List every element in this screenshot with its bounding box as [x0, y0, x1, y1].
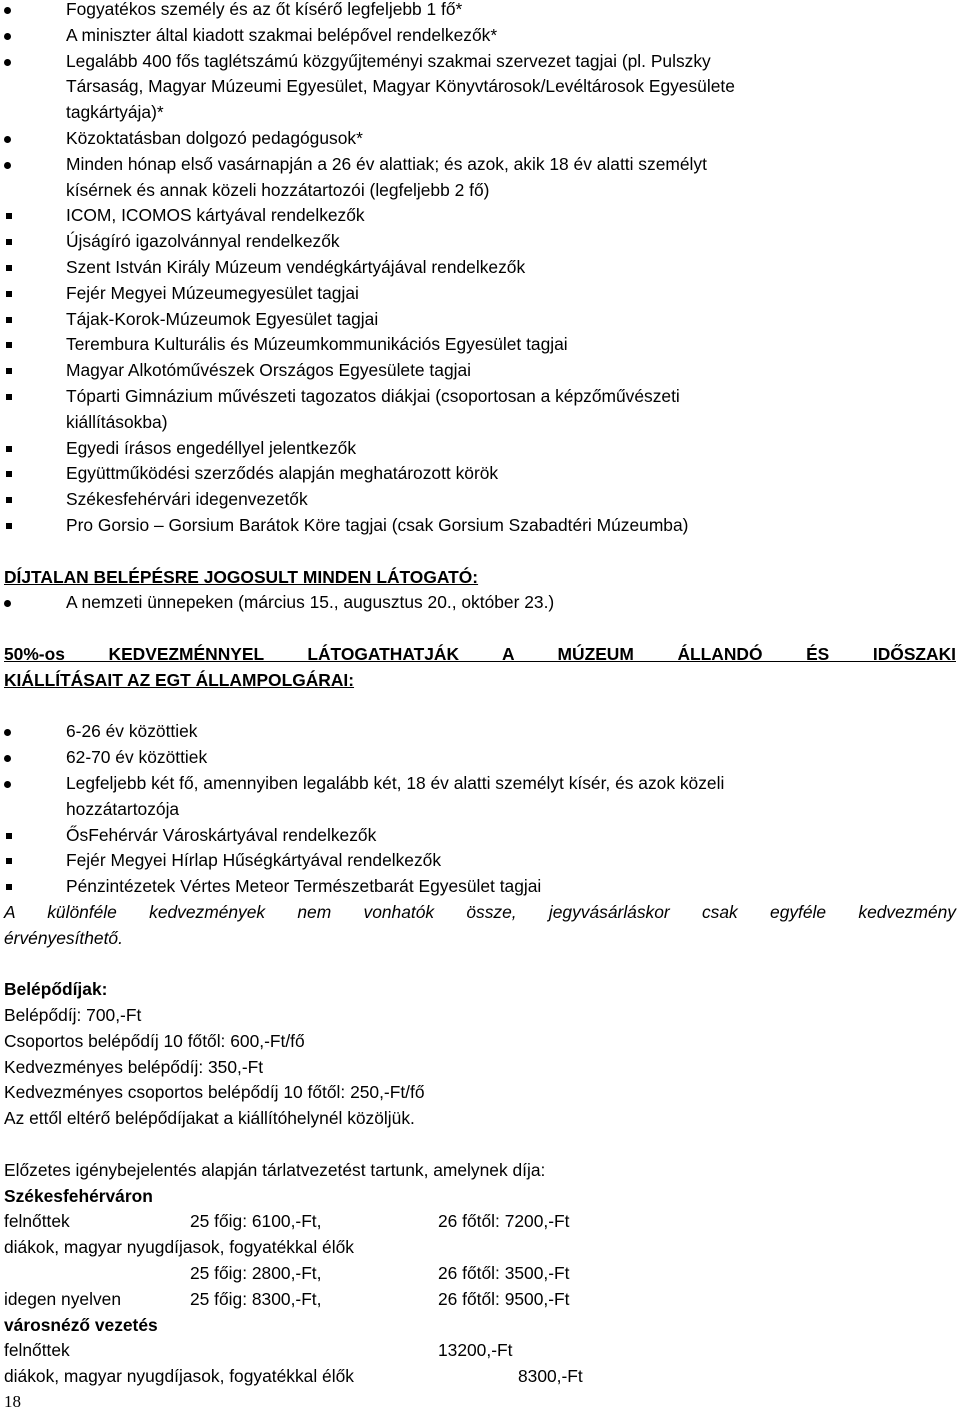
discount-heading-line-1: 50%-os KEDVEZMÉNNYEL LÁTOGATHATJÁK A MÚZEUM ÁLLANDÓ ÉS IDŐSZAKI	[4, 643, 956, 664]
discount-note-line-1: A különféle kedvezmények nem vonhatók össze, jegyvásárláskor csak egyféle kedvezmény	[4, 901, 956, 922]
list-item-text: Tájak-Korok-Múzeumok Egyesület tagjai	[66, 308, 379, 329]
list-item-text: hozzátartozója	[66, 798, 180, 819]
discount-note-line-2: érvényesíthető.	[4, 927, 123, 948]
bullet-dot-icon	[3, 0, 15, 23]
sightseeing-row	[4, 1364, 960, 1390]
price-row	[4, 1261, 960, 1287]
fees-section	[4, 977, 960, 1132]
discount-heading-line-2: KIÁLLÍTÁSAIT AZ EGT ÁLLAMPOLGÁRAI:	[4, 669, 355, 690]
free-entry-heading: DÍJTALAN BELÉPÉSRE JOGOSULT MINDEN LÁTOGATÓ:	[4, 566, 479, 587]
bullet-square-icon	[3, 281, 15, 307]
price-row-large-group: 26 főtől: 7200,-Ft	[438, 1211, 570, 1232]
list-item-text: Legfeljebb két fő, amennyiben legalább két, 18 év alatti személyt kísér, és azok közeli	[66, 772, 725, 793]
sightseeing-title: városnéző vezetés	[4, 1314, 158, 1335]
price-row	[4, 1209, 960, 1235]
list-item	[0, 771, 960, 823]
list-item-text: tagkártyája)*	[66, 102, 164, 123]
bullet-square-icon	[3, 436, 15, 462]
bullet-dot-icon	[3, 719, 15, 745]
list-item-text: Székesfehérvári idegenvezetők	[66, 489, 308, 510]
list-item	[0, 332, 960, 358]
bullet-square-icon	[3, 384, 15, 410]
list-item	[0, 848, 960, 874]
list-item-text: Fogyatékos személy és az őt kísérő legfeljebb 1 fő*	[66, 0, 463, 19]
list-item	[0, 874, 960, 900]
list-item-text: Fejér Megyei Múzeumegyesület tagjai	[66, 282, 359, 303]
bullet-dot-icon	[3, 49, 15, 75]
list-item-text: Újságíró igazolvánnyal rendelkezők	[66, 231, 340, 252]
eligible-free-entry-list	[0, 0, 960, 539]
bullet-square-icon	[3, 229, 15, 255]
fee-line: Kedvezményes csoportos belépődíj 10 főtől: 250,-Ft/fő	[4, 1082, 425, 1103]
bullet-square-icon	[3, 307, 15, 333]
bullet-square-icon	[3, 255, 15, 281]
list-item	[0, 203, 960, 229]
bullet-square-icon	[3, 332, 15, 358]
list-item	[0, 281, 960, 307]
bullet-square-icon	[3, 358, 15, 384]
sightseeing-row-price: 8300,-Ft	[518, 1366, 583, 1387]
list-item-text: Minden hónap első vasárnapján a 26 év alattiak; és azok, akik 18 év alatti személyt	[66, 153, 707, 174]
list-item	[0, 126, 960, 152]
bullet-dot-icon	[3, 152, 15, 178]
fee-line: Kedvezményes belépődíj: 350,-Ft	[4, 1056, 264, 1077]
sightseeing-row-price: 13200,-Ft	[438, 1340, 513, 1361]
bullet-square-icon	[3, 203, 15, 229]
list-item	[0, 745, 960, 771]
fee-line: Belépődíj: 700,-Ft	[4, 1005, 142, 1026]
price-row-small-group: 25 főig: 8300,-Ft,	[190, 1288, 322, 1309]
list-item-text: 62-70 év közöttiek	[66, 747, 208, 768]
bullet-square-icon	[3, 823, 15, 849]
list-item-text: Tóparti Gimnázium művészeti tagozatos diákjai (csoportosan a képzőművészeti	[66, 385, 680, 406]
list-item	[0, 823, 960, 849]
price-row-small-group: 25 főig: 6100,-Ft,	[190, 1211, 322, 1232]
page-number: 18	[4, 1392, 21, 1411]
list-item-text: Fejér Megyei Hírlap Hűségkártyával rendelkezők	[66, 850, 442, 871]
list-item	[0, 255, 960, 281]
list-item	[0, 152, 960, 204]
fee-line: Csoportos belépődíj 10 főtől: 600,-Ft/fő	[4, 1030, 305, 1051]
list-item	[0, 307, 960, 333]
sightseeing-row-label: felnőttek	[4, 1340, 70, 1361]
bullet-square-icon	[3, 461, 15, 487]
price-row	[4, 1235, 960, 1261]
list-item-text: Egyedi írásos engedéllyel jelentkezők	[66, 437, 357, 458]
list-item-text: kísérnek és annak közeli hozzátartozói (legfeljebb 2 fő)	[66, 179, 490, 200]
fee-line: Az ettől eltérő belépődíjakat a kiállítóhelynél közöljük.	[4, 1108, 415, 1129]
bullet-dot-icon	[3, 126, 15, 152]
list-item	[0, 719, 960, 745]
list-item-text: Társaság, Magyar Múzeumi Egyesület, Magyar Könyvtárosok/Levéltárosok Egyesülete	[66, 76, 735, 97]
bullet-dot-icon	[3, 745, 15, 771]
list-item	[0, 49, 960, 126]
sightseeing-row-label: diákok, magyar nyugdíjasok, fogyatékkal élők	[4, 1366, 354, 1387]
bullet-dot-icon	[3, 23, 15, 49]
price-row	[4, 1287, 960, 1313]
list-item-text: 6-26 év közöttiek	[66, 721, 198, 742]
list-item-text: A miniszter által kiadott szakmai belépővel rendelkezők*	[66, 24, 498, 45]
bullet-square-icon	[3, 513, 15, 539]
bullet-dot-icon	[3, 771, 15, 797]
list-item-text: Pro Gorsio – Gorsium Barátok Köre tagjai (csak Gorsium Szabadtéri Múzeumba)	[66, 514, 689, 535]
list-item	[0, 590, 960, 616]
price-row-large-group: 26 főtől: 3500,-Ft	[438, 1263, 570, 1284]
list-item	[0, 0, 960, 23]
list-item-text: Együttműködési szerződés alapján meghatározott körök	[66, 463, 499, 484]
list-item	[0, 384, 960, 436]
list-item-text: Szent István Király Múzeum vendégkártyájával rendelkezők	[66, 256, 526, 277]
price-row-large-group: 26 főtől: 9500,-Ft	[438, 1288, 570, 1309]
bullet-square-icon	[3, 848, 15, 874]
list-item	[0, 229, 960, 255]
bullet-dot-icon	[3, 590, 15, 616]
bullet-square-icon	[3, 487, 15, 513]
price-row-label: diákok, magyar nyugdíjasok, fogyatékkal élők	[4, 1237, 354, 1258]
free-entry-list	[0, 590, 960, 616]
guided-tour-intro: Előzetes igénybejelentés alapján tárlatvezetést tartunk, amelynek díja:	[4, 1159, 546, 1180]
list-item	[0, 358, 960, 384]
list-item-text: Közoktatásban dolgozó pedagógusok*	[66, 127, 363, 148]
price-row-small-group: 25 főig: 2800,-Ft,	[190, 1263, 322, 1284]
list-item-text: Terembura Kulturális és Múzeumkommunikációs Egyesület tagjai	[66, 334, 568, 355]
list-item	[0, 461, 960, 487]
list-item-text: Legalább 400 fős taglétszámú közgyűjteményi szakmai szervezet tagjai (pl. Pulszky	[66, 50, 711, 71]
list-item-text: Magyar Alkotóművészek Országos Egyesülete tagjai	[66, 360, 472, 381]
city-title: Székesfehérváron	[4, 1185, 153, 1206]
list-item-text: kiállításokba)	[66, 411, 168, 432]
list-item	[0, 487, 960, 513]
bullet-square-icon	[3, 874, 15, 900]
discount-list	[0, 719, 960, 900]
list-item-text: ICOM, ICOMOS kártyával rendelkezők	[66, 205, 365, 226]
list-item	[0, 436, 960, 462]
price-row-label: felnőttek	[4, 1211, 70, 1232]
list-item	[0, 23, 960, 49]
price-row-label: idegen nyelven	[4, 1288, 121, 1309]
sightseeing-row	[4, 1338, 960, 1364]
list-item-text: A nemzeti ünnepeken (március 15., augusztus 20., október 23.)	[66, 592, 555, 613]
fees-title: Belépődíjak:	[4, 979, 108, 1000]
list-item	[0, 513, 960, 539]
list-item-text: Pénzintézetek Vértes Meteor Természetbarát Egyesület tagjai	[66, 876, 542, 897]
list-item-text: ŐsFehérvár Városkártyával rendelkezők	[66, 824, 377, 845]
guided-tour-section	[4, 1158, 960, 1390]
price-row-label	[4, 1261, 190, 1287]
